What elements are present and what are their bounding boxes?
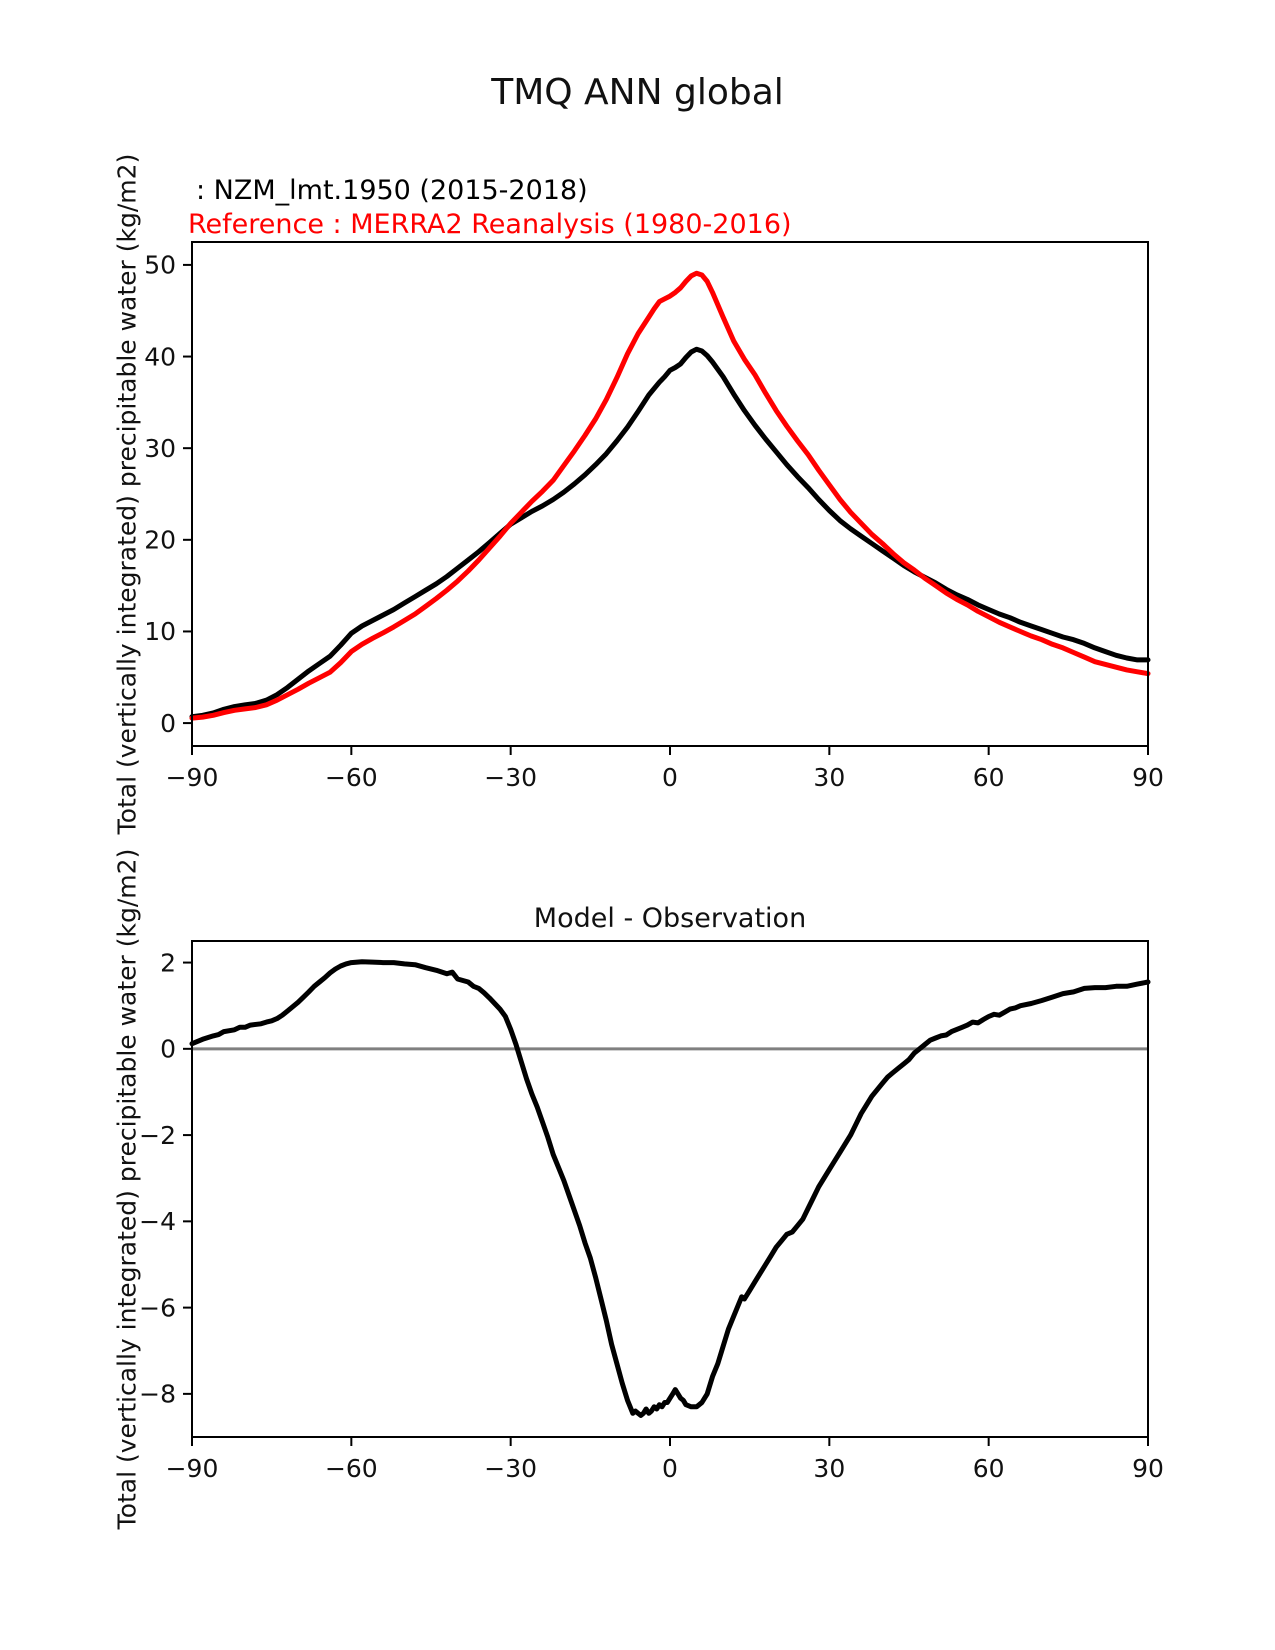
difference-line [192,962,1148,1416]
axes-frame [192,941,1148,1437]
x-tick-label: 30 [813,1454,846,1483]
y-tick-label: 0 [160,708,176,738]
figure-title: TMQ ANN global [491,72,784,113]
y-tick-label: 30 [144,433,176,463]
x-tick-label: 60 [972,1454,1005,1483]
y-tick-label: −6 [139,1293,176,1323]
model-line [192,349,1148,717]
legend-model-label: : NZM_lmt.1950 (2015-2018) [196,175,588,206]
y-tick-label: 20 [144,525,176,555]
x-tick-label: −60 [324,763,378,792]
x-tick-label: 0 [662,1454,678,1483]
y-axis-label-top: Total (vertically integrated) precipitable water (kg/m2) [112,153,142,835]
y-tick-label: −2 [139,1120,176,1150]
y-tick-label: 10 [144,617,176,647]
x-tick-label: 60 [972,763,1005,792]
x-tick-label: −90 [165,763,219,792]
y-tick-label: 2 [160,948,176,978]
x-tick-label: −30 [484,763,538,792]
y-tick-label: 40 [144,342,176,372]
y-tick-label: −4 [139,1207,176,1237]
x-tick-label: −90 [165,1454,219,1483]
panel2-title: Model - Observation [533,903,807,934]
y-tick-label: 50 [144,250,176,280]
x-tick-label: 0 [662,763,678,792]
x-tick-label: 90 [1132,763,1164,792]
y-tick-label: −8 [139,1379,176,1409]
x-tick-label: −30 [484,1454,538,1483]
legend-reference-label: Reference : MERRA2 Reanalysis (1980-2016) [188,209,792,240]
x-tick-label: 30 [813,763,846,792]
x-tick-label: 90 [1132,1454,1164,1483]
y-axis-label-bottom: Total (vertically integrated) precipitable water (kg/m2) [112,848,142,1530]
y-tick-label: 0 [160,1034,176,1064]
x-tick-label: −60 [324,1454,378,1483]
